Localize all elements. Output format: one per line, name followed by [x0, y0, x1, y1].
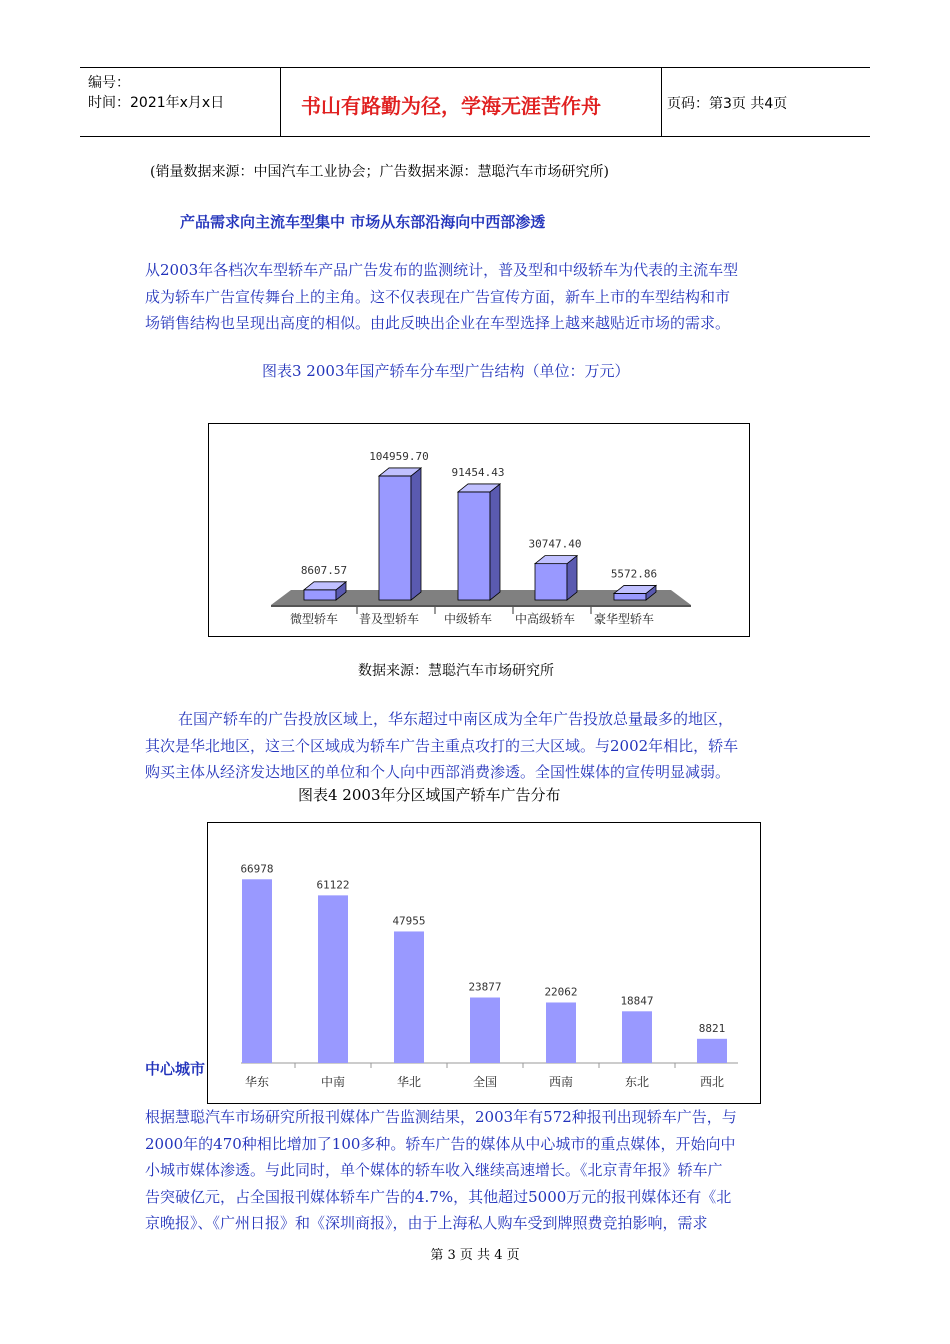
- chart4-bar: [318, 895, 348, 1063]
- chart4-caption: 图表4 2003年分区域国产轿车广告分布: [298, 786, 561, 804]
- chart3-floor-edge: [271, 605, 691, 607]
- header-motto: [281, 68, 662, 136]
- chart3-data-label: 5572.86: [610, 567, 658, 581]
- chart3-bar-front: [458, 492, 490, 600]
- source-line: (销量数据来源：中国汽车工业协会；广告数据来源：慧聪汽车市场研究所): [150, 164, 609, 180]
- chart4-category-label: 全国: [472, 1075, 498, 1089]
- chart3-bar-front: [379, 476, 411, 600]
- chart4-plot: [208, 823, 760, 1103]
- chart3-bar: [458, 484, 500, 600]
- chart4-bar: [394, 931, 424, 1063]
- chart3-bar: [535, 556, 577, 600]
- chart4-category-label: 华东: [244, 1075, 270, 1089]
- chart3-plot: [209, 424, 749, 636]
- chart3-bar-front: [304, 590, 336, 600]
- chart4-category-label: 西南: [548, 1075, 574, 1089]
- number-label: 编号：: [88, 75, 130, 91]
- paragraph-line: 场销售结构也呈现出高度的相似。由此反映出企业在车型选择上越来越贴近市场的需求。: [145, 314, 731, 332]
- paragraph-3: [145, 1104, 815, 1237]
- hidden-heading: 中心城市: [145, 1060, 206, 1078]
- paragraph-line: 从2003年各档次车型轿车产品广告发布的监测统计，普及型和中级轿车为代表的主流车型: [145, 261, 739, 279]
- paragraph-line: 小城市媒体渗透。与此同时，单个媒体的轿车收入继续高速增长。《北京青年报》轿车广: [145, 1161, 723, 1179]
- chart4-category-label: 中南: [320, 1075, 346, 1089]
- chart3-data-label: 104959.70: [369, 449, 429, 463]
- chart3-bar-side: [411, 468, 421, 600]
- paragraph-line: 2000年的470种相比增加了100多种。轿车广告的媒体从中心城市的重点媒体，开始向中: [145, 1134, 736, 1153]
- chart3-data-label: 8607.57: [300, 563, 348, 577]
- chart4-data-label: 66978: [240, 862, 274, 876]
- chart3-bar-side: [490, 484, 500, 600]
- chart3-data-label: 91454.43: [451, 465, 505, 479]
- chart4-bar: [470, 998, 500, 1063]
- paragraph-line: 告突破亿元，占全国报刊媒体轿车广告的4.7%，其他超过5000万元的报刊媒体还有《北: [145, 1187, 732, 1206]
- chart3-bar-front: [614, 593, 646, 600]
- chart3-bar-front: [535, 564, 567, 600]
- chart3-bar: [379, 468, 421, 600]
- chart3-category-label: 豪华型轿车: [593, 612, 655, 626]
- chart4-data-label: 61122: [316, 878, 350, 892]
- paragraph-line: 根据慧聪汽车市场研究所报刊媒体广告监测结果，2003年有572种报刊出现轿车广告，与: [145, 1108, 737, 1126]
- chart3-category-label: 中高级轿车: [514, 612, 576, 626]
- paragraph-line: 购买主体从经济发达地区的单位和个人向中西部消费渗透。全国性媒体的宣传明显减弱。: [145, 763, 731, 781]
- paragraph-line: 成为轿车广告宣传舞台上的主角。这不仅表现在广告宣传方面，新车上市的车型结构和市: [145, 287, 731, 306]
- chart4-category-label: 西北: [699, 1075, 725, 1089]
- chart3-category-label: 微型轿车: [289, 612, 339, 626]
- chart4-bar: [546, 1002, 576, 1063]
- chart3-frame: [208, 423, 750, 637]
- chart4-bar: [622, 1011, 652, 1063]
- chart4-frame: [207, 822, 761, 1104]
- chart4-category-label: 东北: [624, 1075, 650, 1089]
- page-header: [80, 67, 870, 137]
- chart4-data-label: 47955: [392, 914, 426, 928]
- chart4-data-label: 8821: [698, 1021, 726, 1035]
- chart4-data-label: 23877: [468, 980, 502, 994]
- chart4-data-label: 18847: [620, 994, 654, 1008]
- chart4-category-label: 华北: [396, 1075, 422, 1089]
- paragraph-line: 京晚报》、《广州日报》和《深圳商报》，由于上海私人购车受到牌照费竞拍影响，需求: [145, 1214, 708, 1232]
- motto-text: 书山有路勤为径，学海无涯苦作舟: [301, 94, 601, 118]
- chart3-category-label: 中级轿车: [443, 612, 493, 626]
- section-heading: 产品需求向主流车型集中 市场从东部沿海向中西部渗透: [180, 213, 546, 231]
- paragraph-1: [145, 257, 815, 337]
- page-label: 页码：第3页 共4页: [667, 96, 788, 112]
- chart4-bar: [242, 879, 272, 1063]
- chart3-source: 数据来源：慧聪汽车市场研究所: [358, 663, 554, 679]
- chart3-bar: [304, 582, 346, 600]
- header-meta: [80, 68, 281, 136]
- chart4-bar: [697, 1039, 727, 1063]
- chart3-caption: 图表3 2003年国产轿车分车型广告结构（单位：万元）: [262, 362, 630, 380]
- paragraph-line: 其次是华北地区，这三个区域成为轿车广告主重点攻打的三大区域。与2002年相比，轿车: [145, 736, 739, 755]
- chart3-category-label: 普及型轿车: [358, 612, 420, 626]
- time-label: 时间：2021年x月x日: [88, 95, 225, 111]
- paragraph-2: [145, 706, 815, 786]
- header-page: [662, 68, 870, 136]
- page-footer: 第 3 页 共 4 页: [430, 1248, 520, 1263]
- chart3-data-label: 30747.40: [528, 537, 582, 551]
- chart4-data-label: 22062: [544, 985, 578, 999]
- paragraph-line: 在国产轿车的广告投放区域上，华东超过中南区成为全年广告投放总量最多的地区，: [178, 710, 734, 728]
